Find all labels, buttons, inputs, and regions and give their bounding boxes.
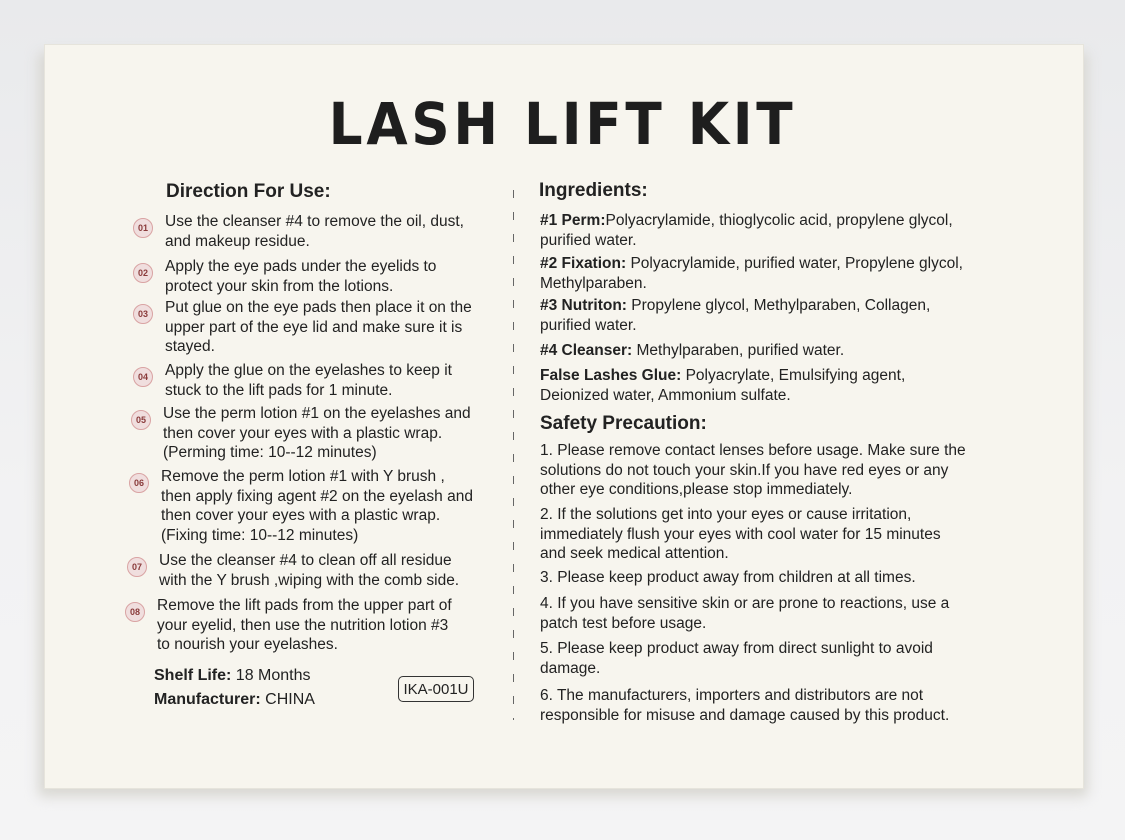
step-05 xyxy=(131,404,471,463)
step-line: Put glue on the eye pads then place it on the xyxy=(165,299,472,316)
ingredient-text: Propylene glycol, Methylparaben, Collagen, xyxy=(626,297,931,314)
ingredient-text: Methylparaben, purified water. xyxy=(632,342,845,359)
step-number-badge: 04 xyxy=(133,367,153,387)
safety-line: 6. The manufacturers, importers and distributors are not xyxy=(540,687,924,704)
manufacturer-label: Manufacturer: xyxy=(154,691,261,708)
safety-line: 4. If you have sensitive skin or are prone to reactions, use a xyxy=(540,595,950,612)
ingredient-line xyxy=(540,254,963,274)
safety-item xyxy=(540,639,933,678)
step-text xyxy=(163,404,471,463)
safety-line: responsible for misuse and damage caused by this product. xyxy=(540,706,950,724)
step-line: to nourish your eyelashes. xyxy=(157,636,338,653)
ingredients-heading: Ingredients: xyxy=(539,180,648,201)
ingredient-item xyxy=(540,211,953,250)
step-line: then cover your eyes with a plastic wrap. xyxy=(163,424,443,442)
safety-line: and seek medical attention. xyxy=(540,545,729,562)
ingredient-text: Polyacrylamide, thioglycolic acid, propylene glycol, xyxy=(605,212,953,229)
ingredient-label: False Lashes Glue: xyxy=(540,367,682,384)
step-line: Use the cleanser #4 to clean off all residue xyxy=(159,552,452,569)
step-line: Apply the glue on the eyelashes to keep it xyxy=(165,362,452,379)
safety-line: patch test before usage. xyxy=(540,614,707,632)
step-line: (Perming time: 10--12 minutes) xyxy=(163,444,377,461)
step-text xyxy=(165,212,464,251)
step-number-badge: 08 xyxy=(125,602,145,622)
ingredient-text: Polyacrylamide, purified water, Propylene glycol, xyxy=(626,255,963,272)
step-text xyxy=(159,551,459,590)
step-line: stayed. xyxy=(165,338,215,355)
step-04 xyxy=(133,361,452,400)
ingredient-label: #3 Nutriton: xyxy=(540,297,627,314)
step-line: stuck to the lift pads for 1 minute. xyxy=(165,381,393,399)
ingredient-line: purified water. xyxy=(540,231,637,249)
step-line: (Fixing time: 10--12 minutes) xyxy=(161,526,359,544)
step-line: Remove the lift pads from the upper part of xyxy=(157,597,452,614)
step-number-badge: 07 xyxy=(127,557,147,577)
step-line: then apply fixing agent #2 on the eyelash and xyxy=(161,487,473,505)
shelf-life-value: 18 Months xyxy=(231,667,311,684)
ingredient-label: #4 Cleanser: xyxy=(540,342,633,359)
shelf-life xyxy=(154,667,311,685)
step-01 xyxy=(133,212,464,251)
step-line: and makeup residue. xyxy=(165,232,310,250)
manufacturer-value: CHINA xyxy=(260,691,315,708)
step-text xyxy=(157,596,452,655)
step-line: your eyelid, then use the nutrition lotion #3 xyxy=(157,616,449,634)
step-03 xyxy=(133,298,472,357)
ingredient-line xyxy=(540,296,930,316)
ingredient-line xyxy=(540,366,905,386)
safety-heading: Safety Precaution: xyxy=(540,413,707,434)
step-08 xyxy=(125,596,452,655)
safety-item xyxy=(540,594,949,633)
step-number-badge: 06 xyxy=(129,473,149,493)
step-02 xyxy=(133,257,436,296)
step-number-badge: 03 xyxy=(133,304,153,324)
step-07 xyxy=(127,551,459,590)
step-line: Use the perm lotion #1 on the eyelashes and xyxy=(163,405,471,422)
safety-line: 3. Please keep product away from children at all times. xyxy=(540,569,916,586)
step-number-badge: 02 xyxy=(133,263,153,283)
safety-item xyxy=(540,568,916,588)
ingredient-line: Deionized water, Ammonium sulfate. xyxy=(540,386,791,404)
direction-heading: Direction For Use: xyxy=(166,181,331,202)
manufacturer xyxy=(154,691,315,709)
ingredient-label: #2 Fixation: xyxy=(540,255,627,272)
ingredient-line: purified water. xyxy=(540,316,637,334)
safety-line: 2. If the solutions get into your eyes or cause irritation, xyxy=(540,506,912,523)
step-number-badge: 05 xyxy=(131,410,151,430)
ingredient-line xyxy=(540,341,844,361)
ingredient-item xyxy=(540,296,930,335)
step-line: then cover your eyes with a plastic wrap. xyxy=(161,507,441,524)
ingredient-label: #1 Perm: xyxy=(540,212,606,229)
ingredient-text: Polyacrylate, Emulsifying agent, xyxy=(681,367,906,384)
safety-line: immediately flush your eyes with cool water for 15 minutes xyxy=(540,525,941,543)
step-number-badge: 01 xyxy=(133,218,153,238)
safety-item xyxy=(540,505,941,564)
safety-item xyxy=(540,441,966,500)
safety-line: other eye conditions,please stop immediately. xyxy=(540,481,853,498)
step-text xyxy=(165,298,472,357)
safety-line: 1. Please remove contact lenses before usage. Make sure the xyxy=(540,442,966,459)
ingredient-item xyxy=(540,366,905,405)
step-line: with the Y brush ,wiping with the comb side. xyxy=(159,571,460,589)
step-line: Apply the eye pads under the eyelids to xyxy=(165,258,437,275)
ingredient-item xyxy=(540,254,963,293)
safety-line: damage. xyxy=(540,659,601,677)
step-line: Remove the perm lotion #1 with Y brush , xyxy=(161,468,445,485)
step-06 xyxy=(129,467,473,545)
ingredient-item xyxy=(540,341,844,361)
shelf-life-label: Shelf Life: xyxy=(154,667,232,684)
safety-line: 5. Please keep product away from direct sunlight to avoid xyxy=(540,640,933,657)
safety-line: solutions do not touch your skin.If you have red eyes or any xyxy=(540,461,949,479)
step-text xyxy=(165,257,436,296)
step-line: protect your skin from the lotions. xyxy=(165,277,394,295)
ingredient-line: Methylparaben. xyxy=(540,274,647,292)
ingredient-line xyxy=(540,211,953,231)
safety-item xyxy=(540,686,949,725)
product-code: IKA-001U xyxy=(398,676,474,702)
step-text xyxy=(161,467,473,545)
step-line: Use the cleanser #4 to remove the oil, dust, xyxy=(165,213,464,230)
column-divider xyxy=(513,190,514,720)
step-line: upper part of the eye lid and make sure it is xyxy=(165,318,463,336)
product-title: LASH LIFT KIT xyxy=(328,90,797,158)
step-text xyxy=(165,361,452,400)
